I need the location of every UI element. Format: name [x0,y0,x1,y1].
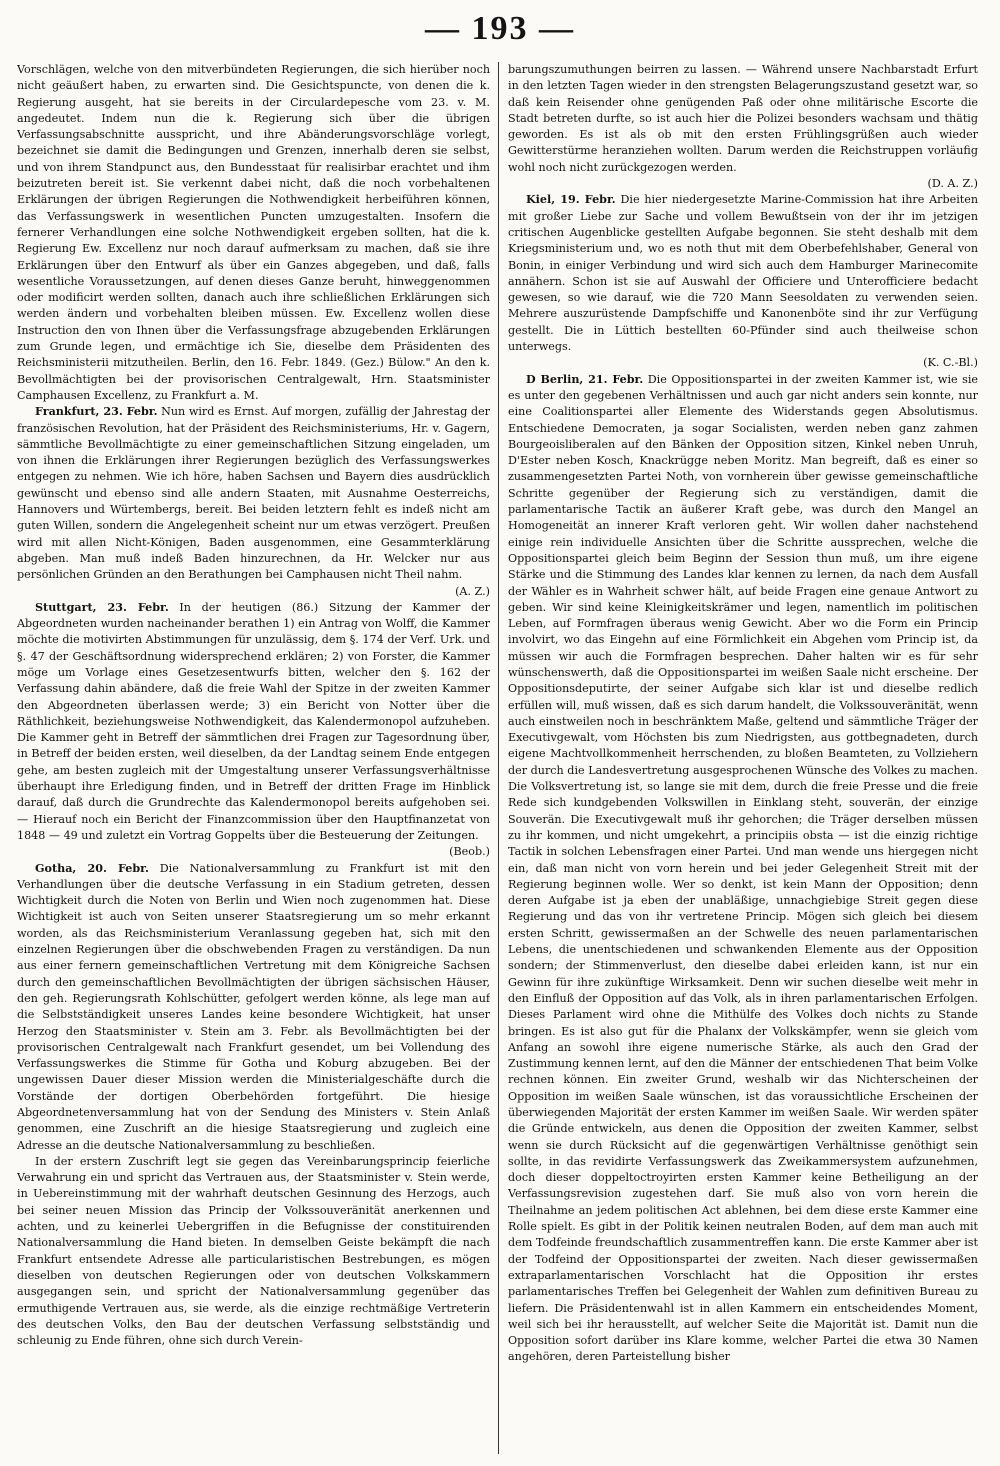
article-gotha-end [508,62,978,192]
page-number: — 193 — [425,10,575,47]
article-stuttgart [17,600,490,861]
article-kiel [508,192,978,371]
dateline-kiel: Kiel, 19. Febr. [526,193,616,207]
article-gotha-end-text: barungszumuthungen beirren zu lassen. — Während unsere Nachbarstadt Erfurt in den letzten Tagen wieder in den strengsten Belagerungszustand gesetzt war, so daß kein Reisender ohne genügenden Paß oder ohne militärische Escorte die Stadt betreten durfte, so ist auch hier die Polizei besonders wachsam und thätig geworden. Es ist als ob mit den ersten Frühlingsgrüßen auch wieder Gewitterstürme heranziehen wollten. Darum werden die Reichstruppen vorläufig wohl noch nicht zurückgezogen werden. [508,63,978,174]
article-berlin [508,372,978,1366]
article-stuttgart-text: In der heutigen (86.) Sitzung der Kammer der Abgeordneten wurden nacheinander berathen 1) ein Antrag von Wolff, die Kammer möchte die motivirten Abstimmungen für unzulässig, dem §. 174 der Verf. Urk. und §. 47 der Geschäftsordnung widersprechend erklären; 2) von Forster, die Kammer möge um Vorlage eines Gesetzesentwurfs bitten, welcher den §. 162 der Verfassung dahin abändere, daß die freie Wahl der Spitze in der zweiten Kammer den Abgeordneten überlassen werde; 3) ein Bericht von Notter über die Räthlichkeit, beziehungsweise Nothwendigkeit, das Kalendermonopol aufzuheben. Die Kammer geht in Betreff der sämmtlichen drei Fragen zur Tagesordnung über, in Betreff der beiden ersten, weil dieselben, da der Landtag seinem Ende entgegen gehe, am besten zugleich mit der Umgestaltung unserer Verfassungsverhältnisse überhaupt ihre Erledigung finden, und in Betreff der dritten Frage im Hinblick darauf, daß durch die Grundrechte das Kalendermonopol bereits aufgehoben sei. — Hierauf noch ein Bericht der Finanzcommission über den Hauptfinanzetat von 1848 — 49 und zuletzt ein Vortrag Goppelts über die Besteuerung der Zeitungen. [17,600,490,842]
right-column [508,62,978,1454]
source-stuttgart: (Beob.) [449,845,490,859]
article-berlin-text: Die Oppositionspartei in der zweiten Kammer ist, wie sie es unter den gegebenen Verhältnissen und auch gar nicht anders sein konnte, nur eine Coalitionspartei aller Elemente des Widerstands gegen Absolutismus. Entschiedene Democraten, ja sogar Socialisten, werden neben ganz zahmen Bourgeoisliberalen auf den Bänken der Opposition sitzen, Kinkel neben Unruh, D'Ester neben Kosch, Knackrügge neben Moritz. Man begreift, daß es einer so zusammengesetzten Partei Noth, von vornherein über gewisse gemeinschaftliche Schritte gegenüber der Regierung sich zu verständigen, damit die parlamentarische Tactik an äußerer Kraft gebe, was durch den Mangel an Homogeneität an innerer Kraft verloren geht. Wir wollen daher nachstehend einige rein individuelle Ansichten über die Schritte aussprechen, welche die Oppositionspartei gleich beim Beginn der Session thun muß, um ihre eigene Stärke und die Stimmung des Landes klar kennen zu lernen, da nach dem Ausfall der Wähler es in Wahrheit schwer hält, auf beide Fragen eine genaue Antwort zu geben. Wir sind keine Kleinigkeitskrämer und legen, namentlich im politischen Leben, auf Formfragen überaus wenig Gewicht. Aber wo die Form ein Princip involvirt, wo das Eingehn auf eine Förmlichkeit ein Abgehen vom Princip ist, da müssen wir auch die Formfragen besprechen. Daher halten wir es für sehr wünschenswerth, daß die Oppositionspartei im weißen Saale nicht erscheine. Der Oppositionsdeputirte, der seiner Aufgabe sich klar ist und dieselbe redlich erfüllen will, muß wissen, daß es sich darum handelt, die Volkssouveränität, wenn auch einstweilen noch in beschränktem Maße, geltend und sämmtliche Träger der Executivgewalt, vom Höchsten bis zum Niedrigsten, aus gottbegnadeten, durch eigene Machtvollkommenheit herrschenden, zu bloßen Beamteten, zu Vollziehern der durch die Landesvertretung ausgesprochenen Wünsche des Volkes zu machen. Die Volksvertretung ist, so lange sie mit dem, durch die freie Presse und die freie Rede sich kundgebenden Volkswillen in Einklang steht, souverän, der einzige Souverän. Die Executivgewalt muß ihr gehorchen; die Träger derselben müssen zu ihr kommen, und nicht umgekehrt, a principiis obsta — ist die einzig richtige Tactik in solchen Lebensfragen einer Partei. Und man wende uns hiergegen nicht ein, daß man nicht von vorn herein und bei jeder Gelegenheit Streit mit der Regierung beginnen wolle. Wer so denkt, ist kein Mann der Opposition; denn deren Aufgabe ist ja eben der unabläßige, unnachgiebige Streit gegen diese Regierung und das von ihr vertretene Princip. Mögen sich gleich bei diesem ersten Schritt, gewissermaßen an der Schwelle des neuen parlamentarischen Lebens, die unentschiedenen und schwankenden Elemente aus der Opposition sondern; der Stimmenverlust, den dieselbe dabei erleiden kann, ist nur ein Gewinn für ihre zukünftige Wirksamkeit. Denn wir suchen dieselbe weit mehr in den Einfluß der Opposition auf das Volk, als in ihren parlamentarischen Erfolgen. Dieses Parlament wird ohne die Mithülfe des Volkes doch nichts zu Stande bringen. Es ist also gut für die Phalanx der Volkskämpfer, wenn sie gleich vom Anfang an sowohl ihre eigene numerische Stärke, als auch den Grad der Zustimmung kennen lernt, auf den die Männer der entschiedenen That beim Volke rechnen können. Ein zweiter Grund, weshalb wir das Nichterscheinen der Opposition im weißen Saale wünschen, ist das voraussichtliche Erscheinen der überwiegenden Majorität der ersten Kammer im weißen Saale. Wir werden später die Gründe entwickeln, aus denen die Opposition der zweiten Kammer, selbst wenn sie durch Rücksicht auf die gegenwärtigen Verhältnisse genöthigt sein sollte, in das revidirte Verfassungswerk das Zweikammersystem aufzunehmen, doch dieser doppeltoctroyirten ersten Kammer keine Betheiligung an der Verfassungsrevision zugestehen darf. Sie muß also von vorn herein die Theilnahme an jedem politischen Act ablehnen, bei dem diese erste Kammer eine Rolle spielt. Es gibt in der Politik keinen neutralen Boden, auf dem man auch mit dem Todfeinde freundschaftlich zusammentreffen kann. Die erste Kammer aber ist der Todfeind der Oppositionspartei der zweiten. Nach dieser gewissermaßen extraparlamentarischen Vorschlacht hat die Opposition ihr erstes parlamentarisches Treffen bei Gelegenheit der Wahlen zum definitiven Bureau zu liefern. Die Präsidentenwahl ist in allen Kammern ein entscheidendes Moment, weil sich bei ihr herausstellt, auf welcher Seite die Majorität ist. Damit nun die Opposition sofort darüber ins Klare komme, welcher Partei die etwa 30 Namen angehören, deren Parteistellung bisher [508,372,978,1364]
left-column [17,62,490,1454]
source-frankfurt: (A. Z.) [455,584,490,598]
dateline-stuttgart: Stuttgart, 23. Febr. [35,600,169,614]
article-gotha-continued: In der erstern Zuschrift legt sie gegen das Vereinbarungsprincip feierliche Verwahrung ein und spricht das Vertrauen aus, der Staatsminister v. Stein werde, in Uebereinstimmung mit der wahrhaft deutschen Gesinnung des Herzogs, auch bei seiner neuen Mission das Princip der Volkssouveränität anerkennen und achten, und zu keinerlei Uebergriffen in die Befugnisse der constituirenden Nationalversammlung die Hand bieten. In demselben Geiste bekämpft die nach Frankfurt entsendete Adresse alle particularistischen Bestrebungen, es mögen dieselben von deutschen Regierungen oder von deutschen Volkskammern ausgegangen sein, und spricht der Nationalversammlung gegenüber das ermuthigende Vertrauen aus, sie werde, als die einzige rechtmäßige Vertreterin des deutschen Volks, den Bau der deutschen Verfassung selbstständig und schleunig zu Ende führen, ohne sich durch Verein- [17,1154,490,1348]
article-gotha-text: Die Nationalversammlung zu Frankfurt ist mit den Verhandlungen über die deutsche Verfassung in ein Stadium getreten, dessen Wichtigkeit durch die Noten von Berlin und Wien noch zugenommen hat. Diese Wichtigkeit ist auch von Seiten unserer Staatsregierung um so mehr erkannt worden, als das Reichsministerium Veranlassung gegeben hat, sich mit den einzelnen Regierungen über die obschwebenden Fragen zu verständigen. Da nun aus einer fernern gemeinschaftlichen Vertretung mit dem Königreiche Sachsen durch den gemeinschaftlichen Bevollmächtigten der übrigen sächsischen Häuser, den geh. Regierungsrath Kohlschütter, gefolgert werden könne, als lege man auf die Selbstständigkeit unseres Landes keine besondere Wichtigkeit, hat unser Herzog den Staatsminister v. Stein am 3. Febr. als Bevollmächtigten bei der provisorischen Centralgewalt nach Frankfurt gesendet, um bei Vollendung des Verfassungswerkes die Stimme für Gotha und Koburg abzugeben. Bei der ungewissen Dauer dieser Mission werden die Ministerialgeschäfte durch die Vorstände der dortigen Oberbehörden fortgeführt. Die hiesige Abgeordnetenversammlung hat von der Sendung des Ministers v. Stein Anlaß genommen, eine Zuschrift an die hiesige Staatsregierung und zugleich eine Adresse an die deutsche Nationalversammlung zu beschließen. [17,861,490,1152]
dateline-berlin: D Berlin, 21. Febr. [526,372,644,386]
article-frankfurt-text: Nun wird es Ernst. Auf morgen, zufällig der Jahrestag der französischen Revolution, hat der Präsident des Reichsministeriums, Hr. v. Gagern, sämmtliche Bevollmächtigte zu einer gemeinschaftlichen Sitzung eingeladen, um von ihnen die Erklärungen ihrer Regierungen bezüglich des Verfassungswerkes entgegen zu nehmen. Wie ich höre, haben Sachsen und Bayern dies ausdrücklich gewünscht und ebenso sind alle andern Staaten, mit Ausnahme Oesterreichs, Hannovers und Würtembergs, bereit. Bei beiden letztern fehlt es indeß nicht am guten Willen, sondern die Angelegenheit scheint nur um etwas verzögert. Preußen wird mit allen Nicht-Königen, Baden ausgenommen, eine Gesammterklärung abgeben. Man muß indeß Baden hinzurechnen, da Hr. Welcker nur aus persönlichen Gründen an den Berathungen bei Camphausen nicht Theil nahm. [17,405,490,582]
column-divider [498,62,499,1454]
dateline-gotha: Gotha, 20. Febr. [35,861,149,875]
dateline-frankfurt: Frankfurt, 23. Febr. [35,405,158,419]
article-gotha [17,861,490,1154]
article-kiel-text: Die hier niedergesetzte Marine-Commission hat ihre Arbeiten mit großer Liebe zur Sache und vollem Bewußtsein von der ihr im jetzigen critischen Augenblicke gestellten Aufgabe begonnen. Sie steht deshalb mit dem Kriegsministerium und, wo es noth thut mit dem Oberbefehlshaber, General von Bonin, in einiger Verbindung und wird sich auch dem Hamburger Marinecomite annähern. Schon ist sie auf Auswahl der Officiere und Unterofficiere bedacht gewesen, so wie darauf, wie die 720 Mann Seesoldaten zu verwenden seien. Mehrere auszurüstende Dampfschiffe und Kanonenböte sind ihr zur Verfügung gestellt. Die in Lüttich bestellten 60-Pfünder sind auch theilweise schon unterwegs. [508,193,978,354]
source-gotha: (D. A. Z.) [927,177,978,191]
article-continuation: Vorschlägen, welche von den mitverbündeten Regierungen, die sich hierüber noch nicht geäußert haben, zu erwarten sind. Die Gesichtspuncte, von denen die k. Regierung ausgeht, hat sie bereits in der Circulardepesche vom 23. v. M. angedeutet. Indem nun die k. Regierung sich über die übrigen Verfassungsabschnitte ausspricht, und ihre Abänderungsvorschläge vorlegt, bezeichnet sie damit die Bedingungen und Grenzen, innerhalb deren sie selbst, und von ihrem Standpunct aus, den Bundesstaat für realisirbar erachtet und ihm beizutreten bereit ist. Sie verkennt dabei nicht, daß die noch vorbehaltenen Erklärungen der übrigen Regierungen die Nothwendigkeit herbeiführen können, das Verfassungswerk in wesentlichen Puncten umzugestalten. Insofern die fernerer Verhandlungen eine solche Nothwendigkeit ergeben sollten, hat die k. Regierung Ew. Excellenz nur noch darauf aufmerksam zu machen, daß sie ihre Erklärungen über den Entwurf als über ein Ganzes abgegeben, und daß, falls wesentliche Voraussetzungen, auf denen dieses Ganze beruht, hinweggenommen oder modificirt werden sollten, danach auch ihre schließlichen Erklärungen sich werden ändern und vorbehalten bleiben müssen. Ew. Excellenz wollen diese Instruction den von Ihnen über die Verfassungsfrage abzugebenden Erklärungen zum Grunde legen, und ermächtige ich Sie, dieselbe dem Präsidenten des Reichsministerii mitzutheilen. Berlin, den 16. Febr. 1849. (Gez.) Bülow." An den k. Bevollmächtigten bei der provisorischen Centralgewalt, Hrn. Staatsminister Camphausen Excellenz, zu Frankfurt a. M. [17,63,490,402]
article-frankfurt [17,404,490,600]
source-kiel: (K. C.-Bl.) [923,356,978,370]
